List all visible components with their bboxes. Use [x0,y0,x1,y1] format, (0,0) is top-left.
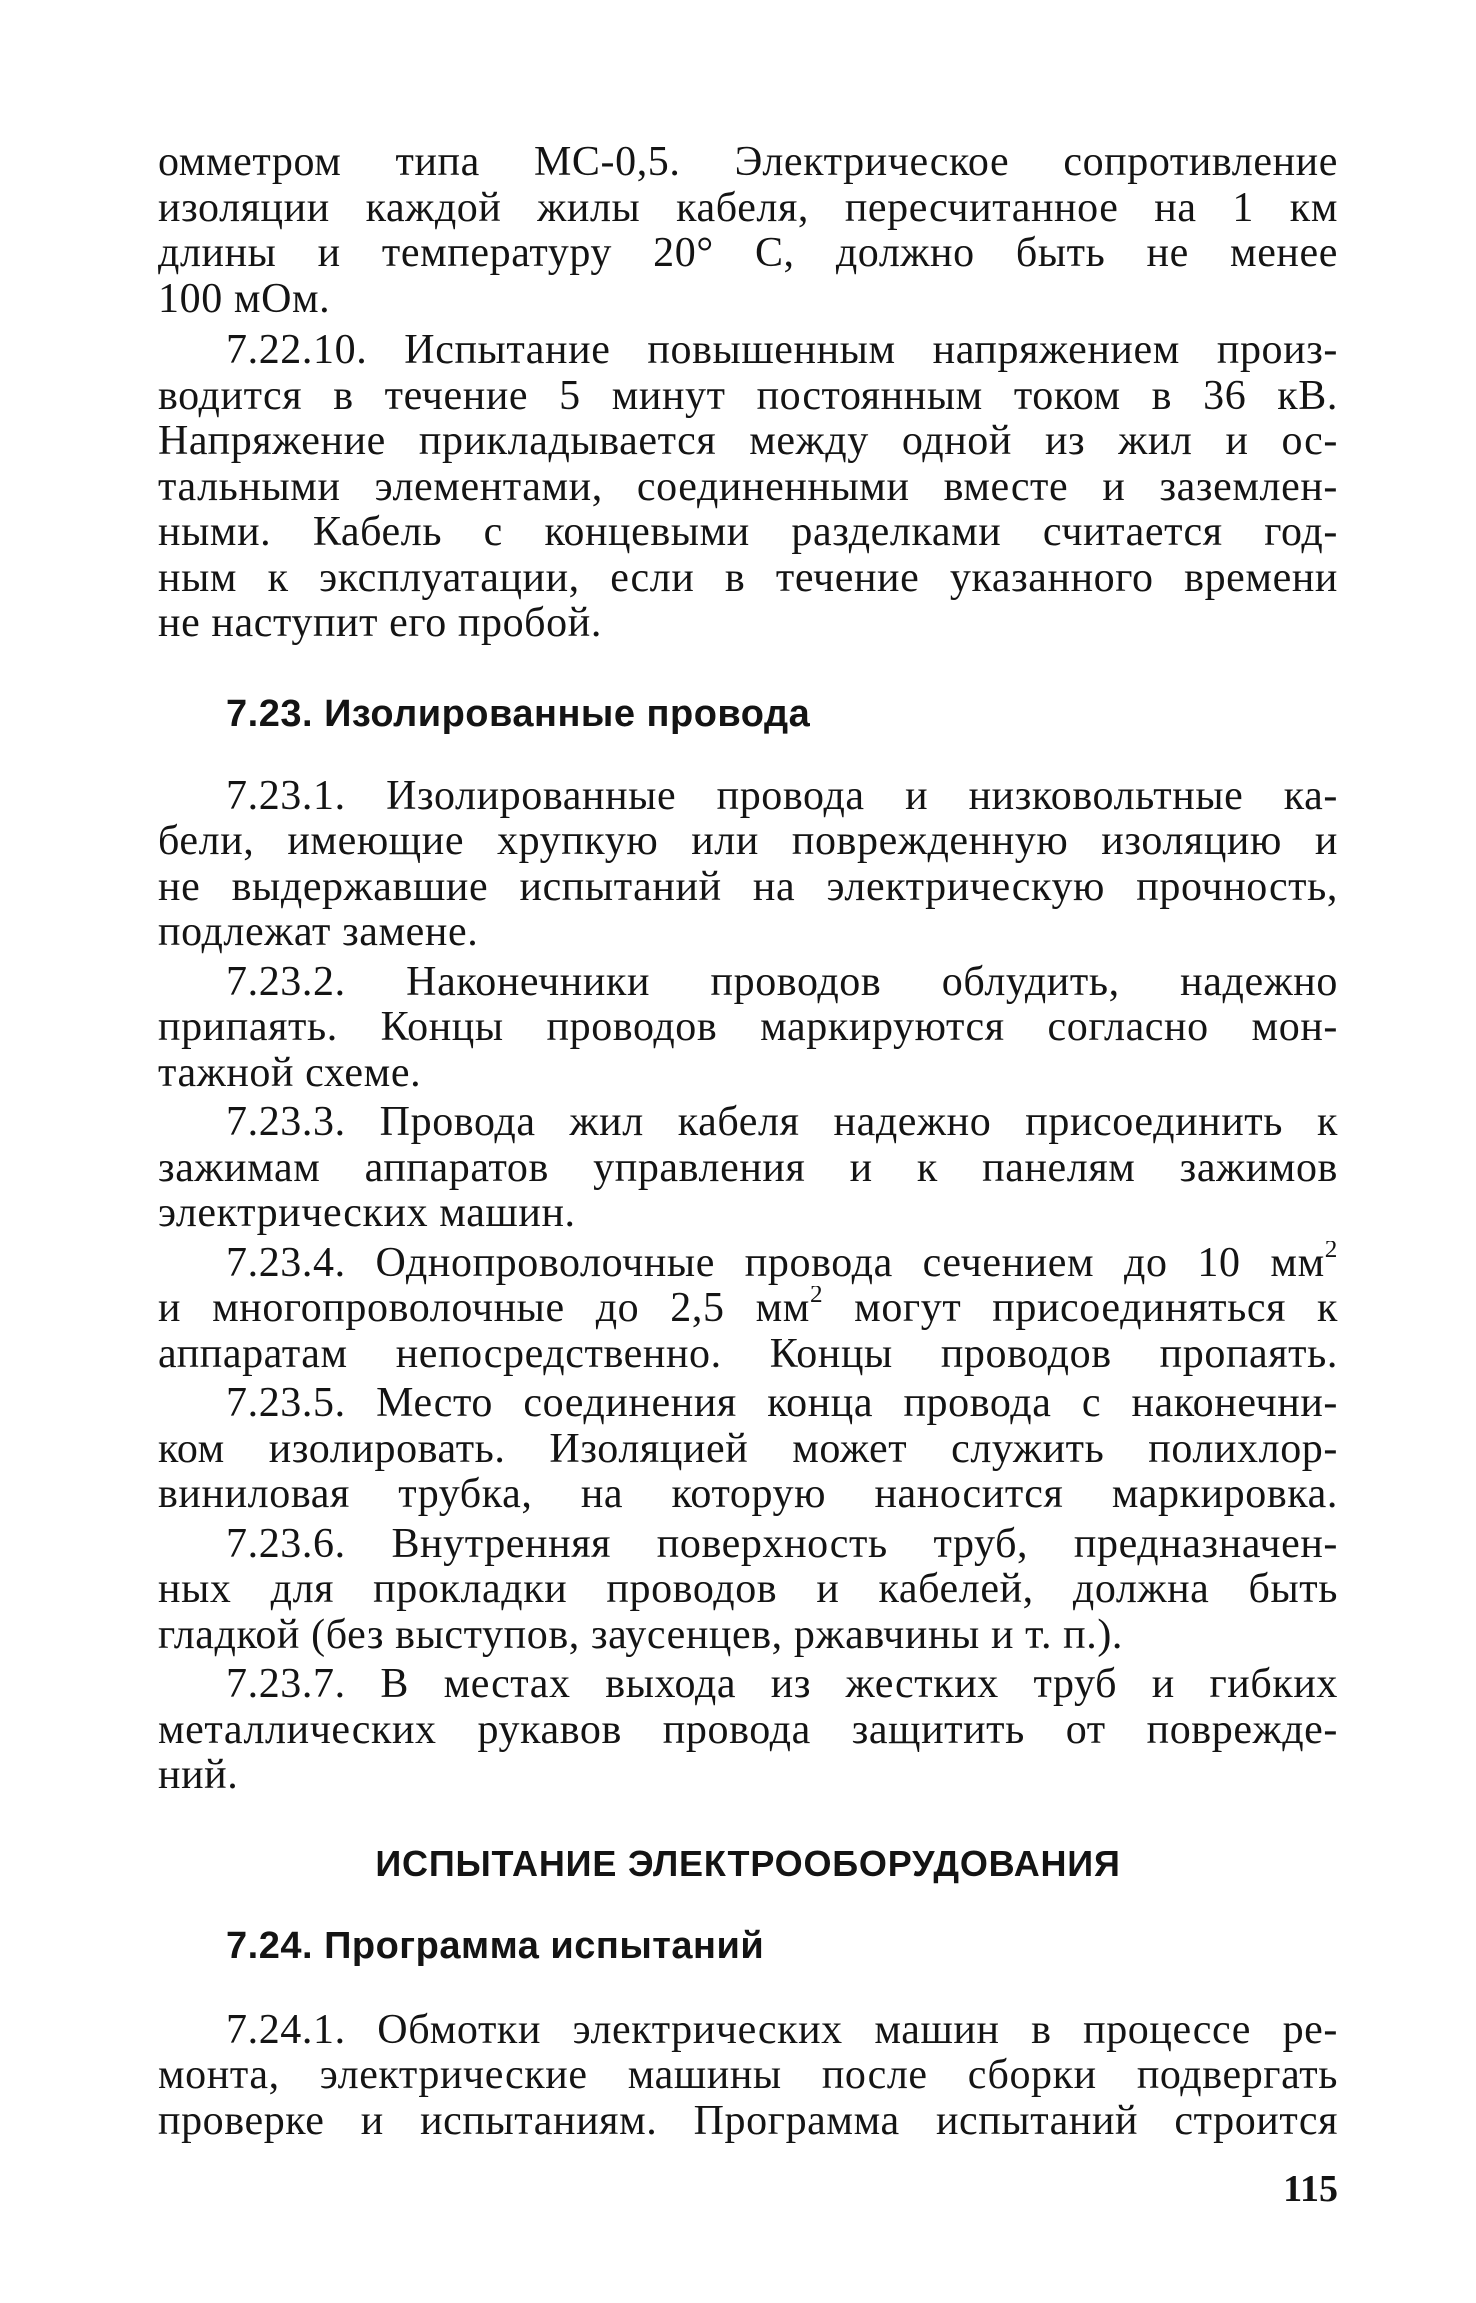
text-line: изоляции каждой жилы кабеля, пересчитанное на 1 км [158,185,1338,231]
text-line: подлежат замене. [158,910,479,955]
text-line: 7.23.3. Провода жил кабеля надежно присоединить к [226,1100,1338,1145]
text-line: 7.23.1. Изолированные провода и низковольтные ка- [226,773,1338,819]
text-line: бели, имеющие хрупкую или поврежденную изоляцию и [158,819,1338,864]
text-fragment: и многопроволочные до 2,5 мм [158,1286,810,1331]
text-line: зажимам аппаратов управления и к панелям зажимов [158,1145,1338,1191]
text-line: ных для прокладки проводов и кабелей, должна быть [158,1567,1338,1612]
text-line: Напряжение прикладывается между одной из жил и ос- [158,419,1338,464]
text-line: металлических рукавов провода защитить от поврежде- [158,1707,1338,1753]
text-line: проверке и испытаниям. Программа испытаний строится [158,2098,1338,2144]
text-line: 7.23.7. В местах выхода из жестких труб и гибких [226,1662,1338,1707]
text-line: монта, электрические машины после сборки подвергать [158,2053,1338,2098]
text-line: длины и температуру 20° С, должно быть не менее [158,231,1338,276]
paragraph-continuation [158,140,1338,322]
superscript: 2 [809,1286,824,1309]
text-line: ком изолировать. Изоляцией может служить полихлор- [158,1426,1338,1472]
paragraph-7-23-3 [158,1100,1338,1237]
page-number: 115 [1283,2168,1338,2210]
text-line [158,1286,1338,1332]
text-line: виниловая трубка, на которую наносится маркировка. [158,1472,1338,1517]
text-line: не выдержавшие испытаний на электрическую прочность, [158,864,1338,910]
section-title: ИСПЫТАНИЕ ЭЛЕКТРООБОРУДОВАНИЯ [375,1842,1121,1884]
text-line: тальными элементами, соединенными вместе и заземлен- [158,464,1338,510]
text-line: 7.23.6. Внутренняя поверхность труб, предназначен- [226,1521,1338,1567]
text-line: водится в течение 5 минут постоянным током в 36 кВ. [158,373,1338,419]
text-fragment: могут присоединяться к [823,1286,1338,1331]
text-line: 7.24.1. Обмотки электрических машин в процессе ре- [226,2007,1338,2053]
paragraph-7-23-5 [158,1381,1338,1518]
text-line: тажной схеме. [158,1050,422,1096]
text-line: 100 мОм. [158,276,331,322]
paragraph-7-23-7 [158,1662,1338,1799]
page-body [158,140,1338,2144]
text-line: 7.23.5. Место соединения конца провода с наконечни- [226,1381,1338,1426]
superscript: 2 [1324,1240,1338,1263]
paragraph-7-23-4 [158,1241,1338,1378]
text-line: гладкой (без выступов, заусенцев, ржавчины и т. п.). [158,1612,1124,1658]
text-fragment: 7.23.4. Однопроволочные провода сечением до 10 мм [226,1240,1325,1286]
text-line: ний. [158,1753,239,1798]
paragraph-7-22-10 [158,328,1338,647]
text-line: не наступит его пробой. [158,601,602,646]
paragraph-7-23-6 [158,1522,1338,1659]
text-line: 7.23.2. Наконечники проводов облудить, надежно [226,959,1338,1005]
text-line: ным к эксплуатации, если в течение указанного времени [158,555,1338,601]
text-line: 7.22.10. Испытание повышенным напряжением произ- [226,328,1338,373]
paragraph-7-24-1 [158,2008,1338,2145]
text-line: ными. Кабель с концевыми разделками считается год- [158,510,1338,555]
text-line: электрических машин. [158,1191,576,1236]
text-line [158,1241,1338,1287]
heading-7-24: 7.24. Программа испытаний [226,1924,765,1967]
paragraph-7-23-2 [158,960,1338,1097]
text-line: омметром типа МС-0,5. Электрическое сопротивление [158,140,1338,185]
heading-7-23: 7.23. Изолированные провода [226,692,811,735]
text-line: аппаратам непосредственно. Концы проводов пропаять. [158,1331,1338,1377]
text-line: припаять. Концы проводов маркируются согласно мон- [158,1005,1338,1050]
paragraph-7-23-1 [158,774,1338,956]
